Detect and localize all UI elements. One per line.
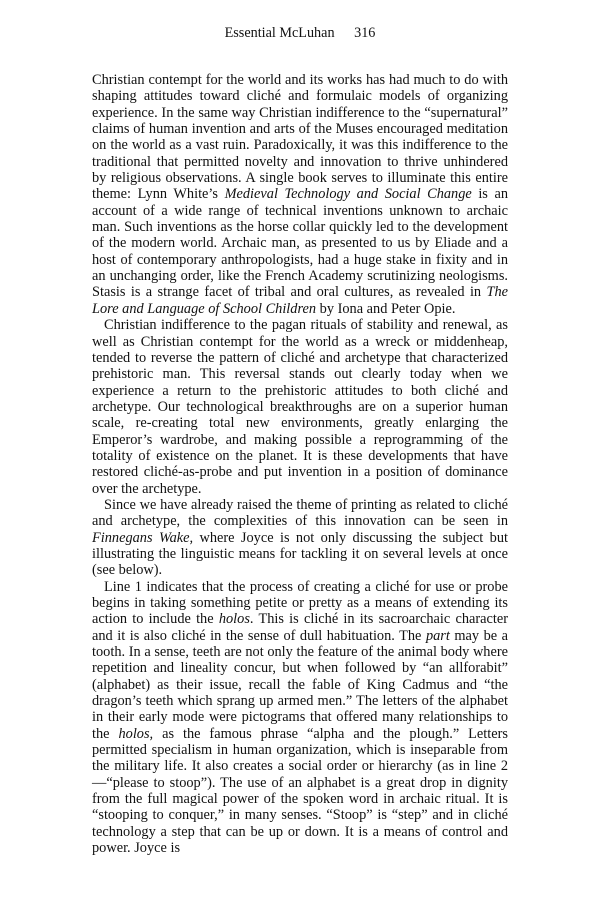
book-title: Essential McLuhan [224, 25, 335, 41]
text-run: Line 1 indicates that the process of creating a cliché for use or probe begins in taking something petite or pretty as a means of extending its action to include the [92, 578, 508, 628]
text-run: as the famous phrase “alpha and the plough.” Letters permitted specialism in human organization, which is inseparable from the military life. It also creates a social order or hierarchy (as in line 2—“please to stoop”). The use of an alphabet is a great drop in dignity from the full magical power of the spoken word in archaic ritual. It is “stooping to conquer,” in many senses. “Stoop” is “step” and in cliché technology a step that can be up or down. It is a means of control and power. Joyce is [92, 725, 508, 857]
text-run: Christian contempt for the world and its works has had much to do with shaping attitudes toward cliché and formulaic models of organizing experience. In the same way Christian indifference to the “supernatural” claims of human invention and arts of the Muses encouraged meditation on the world as a vast ruin. Paradoxically, it was this indifference to the traditional that permitted novelty and innovation to thrive unhindered by religious observations. A single book serves to illuminate this entire theme: Lynn White’s [92, 72, 508, 203]
book-title-finnegans-wake: Finnegans Wake, [92, 529, 194, 546]
italic-term-part: part [425, 627, 450, 644]
book-title-lore-and-language: The Lore and Language of School Children [92, 284, 508, 317]
page-number: 316 [354, 25, 376, 41]
italic-term-holos: holos, [118, 725, 154, 742]
text-run: Since we have already raised the theme of printing as related to cliché and archetype, the complexities of this innovation can be seen in [92, 496, 508, 530]
italic-term-holos: holos [218, 611, 250, 628]
page-body [92, 72, 508, 857]
text-run: is an account of a wide range of technical inventions unknown to archaic man. Such inventions as the horse collar quickly led to the development of the modern world. Archaic man, as presented to us by Eliade and a host of contemporary anthropologists, had a huge stake in fixity and in an unchanging order, like the French Academy scrutinizing neologisms. Stasis is a strange facet of tribal and oral cultures, as revealed in [92, 186, 508, 301]
paragraph-1 [92, 72, 508, 317]
text-run: . This is cliché in its sacroarchaic character and it is also cliché in the sense of dull habituation. The [92, 611, 508, 644]
text-run: by Iona and Peter Opie. [316, 300, 456, 317]
book-title-medieval-technology: Medieval Technology and Social Change [224, 186, 472, 203]
paragraph-4 [92, 579, 508, 857]
text-run: may be a tooth. In a sense, teeth are not only the feature of the animal body where repetition and lineality concur, but when followed by “an allforabit” (alphabet) as their issue, recall the fable of King Cadmus and “the dragon’s teeth which sprang up armed men.” The letters of the alphabet in their early mode were pictograms that offered many relationships to the [92, 627, 508, 742]
running-header [0, 25, 600, 41]
text-run: where Joyce is not only discussing the subject but illustrating the linguistic means for tackling it on several levels at once (see below). [92, 529, 508, 579]
paragraph-2 [92, 317, 508, 497]
text-run: Christian indifference to the pagan rituals of stability and renewal, as well as Christian contempt for the world as a wreck or middenheap, tended to reverse the pattern of cliché and archetype that characterized prehistoric man. This reversal stands out clearly today when we experience a return to the prehistoric attitudes to both cliché and archetype. Our technological breakthroughs are on a superior human scale, re-creating total new environments, greatly enlarging the Emperor’s wardrobe, and making possible a reprogramming of the totality of existence on the planet. It is these developments that have restored cliché-as-probe and put invention in a position of dominance over the archetype. [92, 317, 508, 497]
paragraph-3 [92, 497, 508, 579]
